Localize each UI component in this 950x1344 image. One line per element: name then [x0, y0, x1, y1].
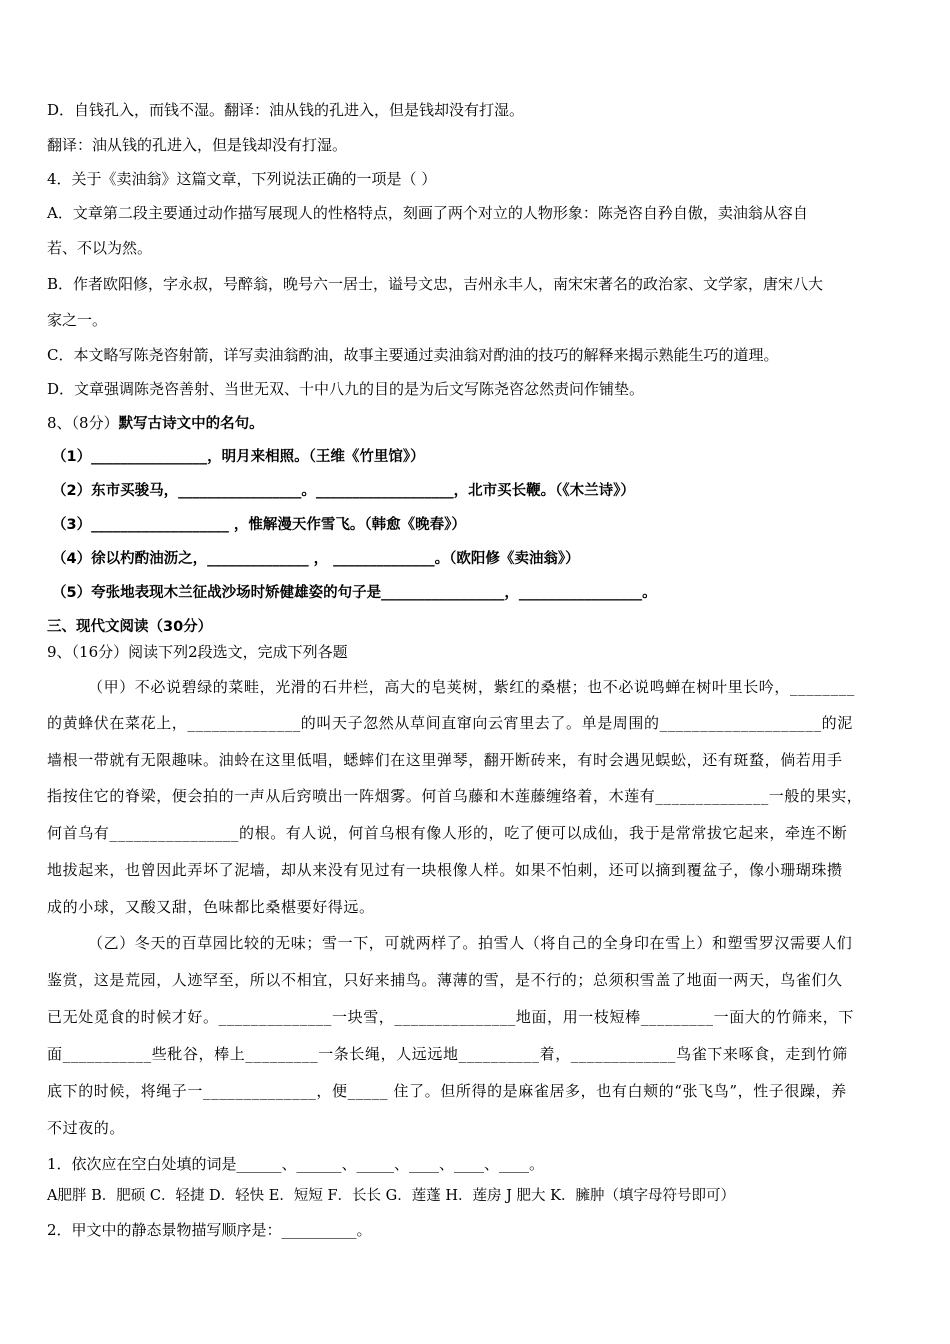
sub-question-1-options: A肥胖 B．肥硕 C．轻捷 D．轻快 E．短短 F．长长 G．莲蓬 H．莲房 J 肥大 K．臃肿（填字母符号即可）: [47, 1188, 735, 1204]
question-8-heading: [47, 413, 904, 434]
q8-item-1: （1）________________，明月来相照。（王维《竹里馆》）: [52, 449, 425, 465]
passage-jia-line-6: 地拔起来，也曾因此弄坏了泥墙，却从来没有见过有一块根像人样。如果不怕刺，还可以摘到覆盆子，像小珊瑚珠攒: [47, 861, 843, 879]
question-9: 9、（16分）阅读下列2段选文，完成下列各题: [47, 643, 348, 661]
q8-item-2: （2）东市买骏马，_________________。___________________，北市买长鞭。（《木兰诗》）: [52, 483, 635, 499]
section-3-heading: 三、现代文阅读（30分）: [47, 619, 213, 635]
q8-item-3: （3）___________________ ，惟解漫天作雪飞。（韩愈《晚春》）: [52, 517, 466, 533]
passage-yi-line-3: 已无处觅食的时候才好。______________一块雪，_______________地面，用一枝短棒_________一面大的竹筛来，下: [47, 1008, 855, 1026]
question-8-number: 8、（8分）: [47, 414, 119, 432]
passage-yi-line-2: 鉴赏，这是荒园，人迹罕至，所以不相宜，只好来捕鸟。薄薄的雪，是不行的；总须积雪盖了地面一两天，鸟雀们久: [47, 971, 843, 989]
q8-item-5: （5）夸张地表现木兰征战沙场时矫健雄姿的句子是_________________，_________________。: [52, 585, 657, 601]
passage-jia-line-4: 指按住它的脊梁，便会拍的一声从后窍喷出一阵烟雾。何首乌藤和木莲藤缠络着，木莲有______________一般的果实，: [47, 787, 863, 805]
passage-jia-line-3: 墙根一带就有无限趣味。油蛉在这里低唱，蟋蟀们在这里弹琴，翻开断砖来，有时会遇见蜈蚣，还有斑蝥，倘若用手: [47, 751, 843, 769]
sub-question-1: 1．依次应在空白处填的词是______、______、_____、____、____、____。: [47, 1155, 545, 1173]
option-b-line-1: B．作者欧阳修，字永叔，号醉翁，晚号六一居士，谥号文忠，吉州永丰人，南宋宋著名的政治家、文学家，唐宋八大: [47, 275, 824, 293]
option-a-line-1: A．文章第二段主要通过动作描写展现人的性格特点，刻画了两个对立的人物形象：陈尧咨自矜自傲，卖油翁从容自: [47, 204, 808, 222]
option-b-line-2: 家之一。: [47, 311, 108, 329]
passage-jia-line-1: （甲）不必说碧绿的菜畦，光滑的石井栏，高大的皂荚树，紫红的桑椹；也不必说鸣蝉在树叶里长吟，________: [88, 678, 855, 696]
passage-jia-line-5: 何首乌有________________的根。有人说，何首乌根有像人形的，吃了便可以成仙，我于是常常拔它起来，牵连不断: [47, 824, 848, 842]
question-8-title: 默写古诗文中的名句。: [118, 416, 264, 432]
translation-line: 翻译：油从钱的孔进入，但是钱却没有打湿。: [47, 136, 348, 154]
option-d-line: D．自钱孔入，而钱不湿。翻译：油从钱的孔进入，但是钱却没有打湿。: [47, 101, 525, 119]
sub-question-2: 2．甲文中的静态景物描写顺序是：__________。: [47, 1221, 372, 1239]
passage-yi-line-1: （乙）冬天的百草园比较的无味；雪一下，可就两样了。拍雪人（将自己的全身印在雪上）和塑雪罗汉需要人们: [88, 934, 853, 952]
option-d2-line: D．文章强调陈尧咨善射、当世无双、十中八九的目的是为后文写陈尧咨忿然责问作铺垫。: [47, 380, 645, 398]
question-4: 4．关于《卖油翁》这篇文章，下列说法正确的一项是（ ）: [47, 170, 437, 188]
option-c-line: C．本文略写陈尧咨射箭，详写卖油翁酌油，故事主要通过卖油翁对酌油的技巧的解释来揭示熟能生巧的道理。: [47, 346, 779, 364]
passage-yi-line-4: 面___________些秕谷，棒上_________一条长绳，人远远地__________着，_____________鸟雀下来啄食，走到竹筛: [47, 1045, 848, 1063]
q8-item-4: （4）徐以杓酌油沥之，______________ ， ______________。（欧阳修《卖油翁》）: [52, 551, 580, 567]
passage-yi-line-6: 不过夜的。: [47, 1119, 126, 1137]
option-a-line-2: 若、不以为然。: [47, 239, 153, 257]
passage-jia-line-2: 的黄蜂伏在菜花上，______________的叫天子忽然从草间直窜向云宵里去了。单是周围的____________________的泥: [47, 714, 853, 732]
passage-yi-line-5: 底下的时候，将绳子一______________，便_____ 住了。但所得的是麻雀居多，也有白颊的“张飞鸟”，性子很躁，养: [47, 1082, 847, 1100]
passage-jia-line-7: 成的小球，又酸又甜，色味都比桑椹要好得远。: [47, 898, 375, 916]
